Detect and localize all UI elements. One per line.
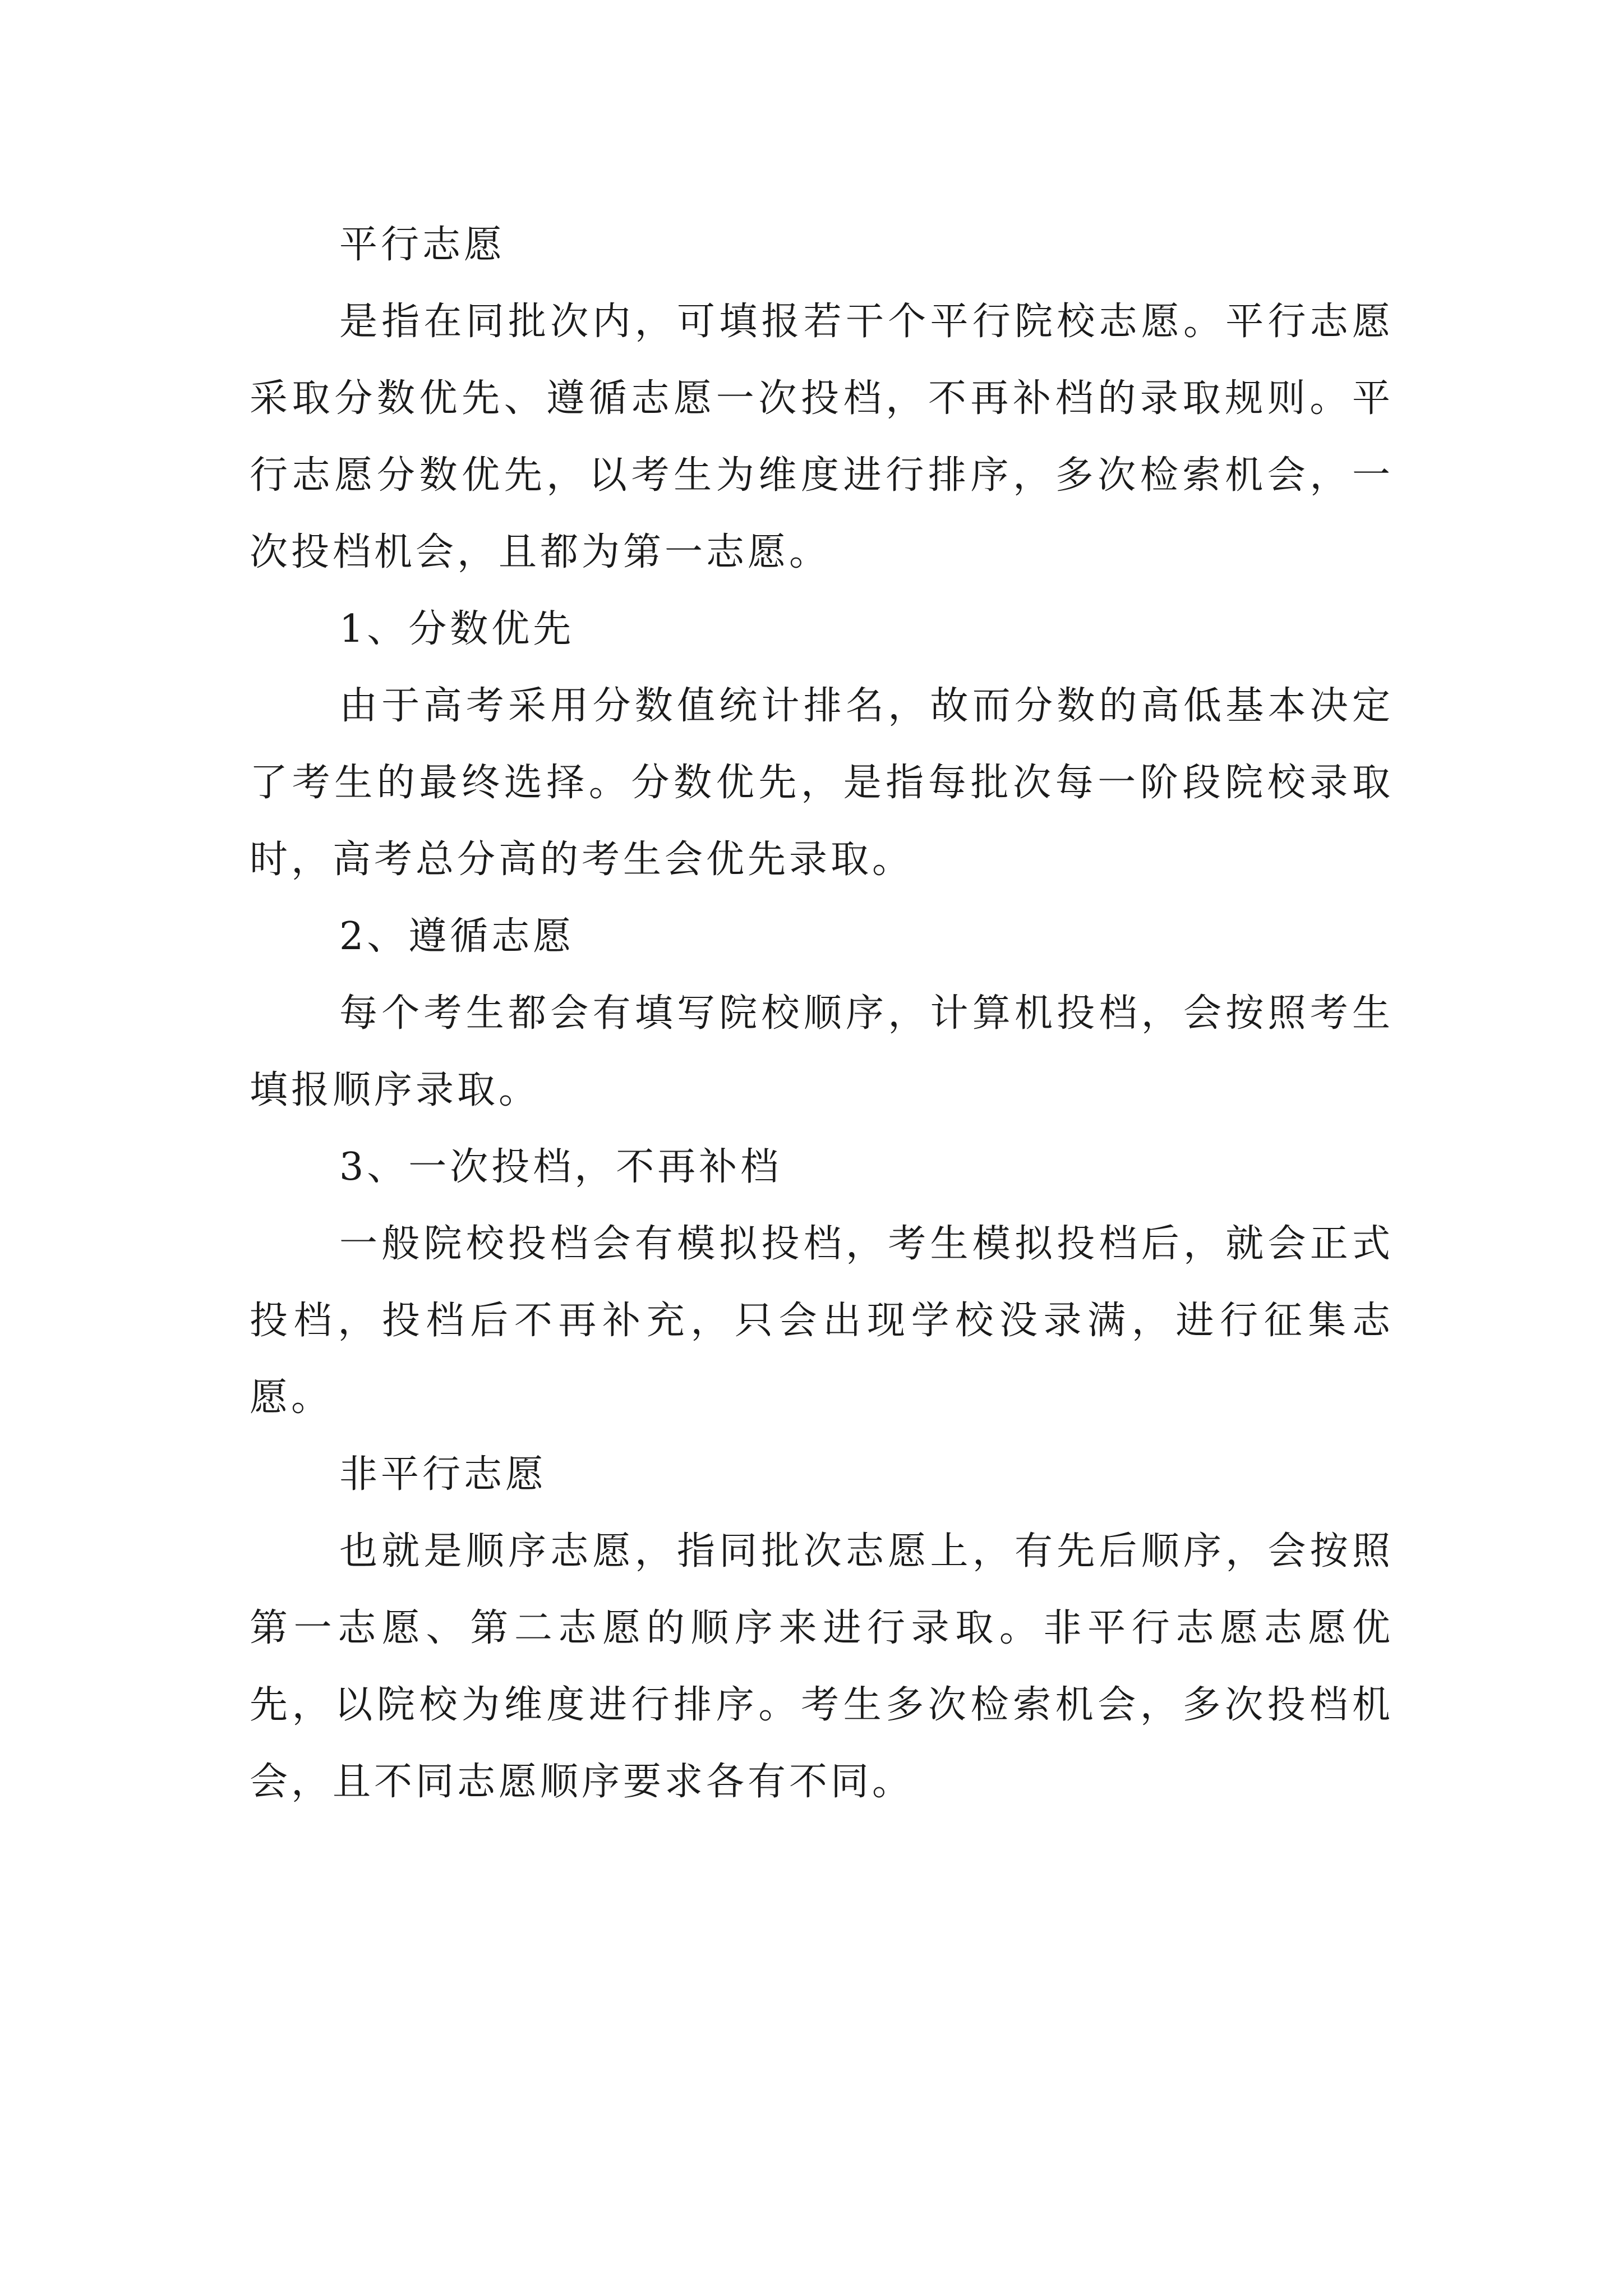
document-body <box>250 206 1394 1820</box>
subheading-follow-preference: 2、遵循志愿 <box>339 914 575 959</box>
paragraph-parallel-definition: 是指在同批次内，可填报若干个平行院校志愿。平行志愿采取分数优先、遵循志愿一次投档，不再补档的录取规则。平行志愿分数优先，以考生为维度进行排序，多次检索机会，一次投档机会，且都为第一志愿。 <box>250 300 1394 574</box>
subheading-score-priority: 1、分数优先 <box>339 607 575 651</box>
section-heading-parallel: 平行志愿 <box>339 223 506 267</box>
paragraph-follow-preference: 每个考生都会有填写院校顺序，计算机投档，会按照考生填报顺序录取。 <box>250 991 1394 1112</box>
subheading-one-time-submission: 3、一次投档，不再补档 <box>339 1145 782 1189</box>
paragraph-score-priority: 由于高考采用分数值统计排名，故而分数的高低基本决定了考生的最终选择。分数优先，是指每批次每一阶段院校录取时，高考总分高的考生会优先录取。 <box>250 684 1394 882</box>
paragraph-one-time-submission: 一般院校投档会有模拟投档，考生模拟投档后，就会正式投档，投档后不再补充，只会出现学校没录满，进行征集志愿。 <box>250 1222 1394 1420</box>
paragraph-non-parallel: 也就是顺序志愿，指同批次志愿上，有先后顺序，会按照第一志愿、第二志愿的顺序来进行录取。非平行志愿志愿优先，以院校为维度进行排序。考生多次检索机会，多次投档机会，且不同志愿顺序要求各有不同。 <box>250 1529 1394 1804</box>
section-heading-non-parallel: 非平行志愿 <box>339 1452 547 1497</box>
